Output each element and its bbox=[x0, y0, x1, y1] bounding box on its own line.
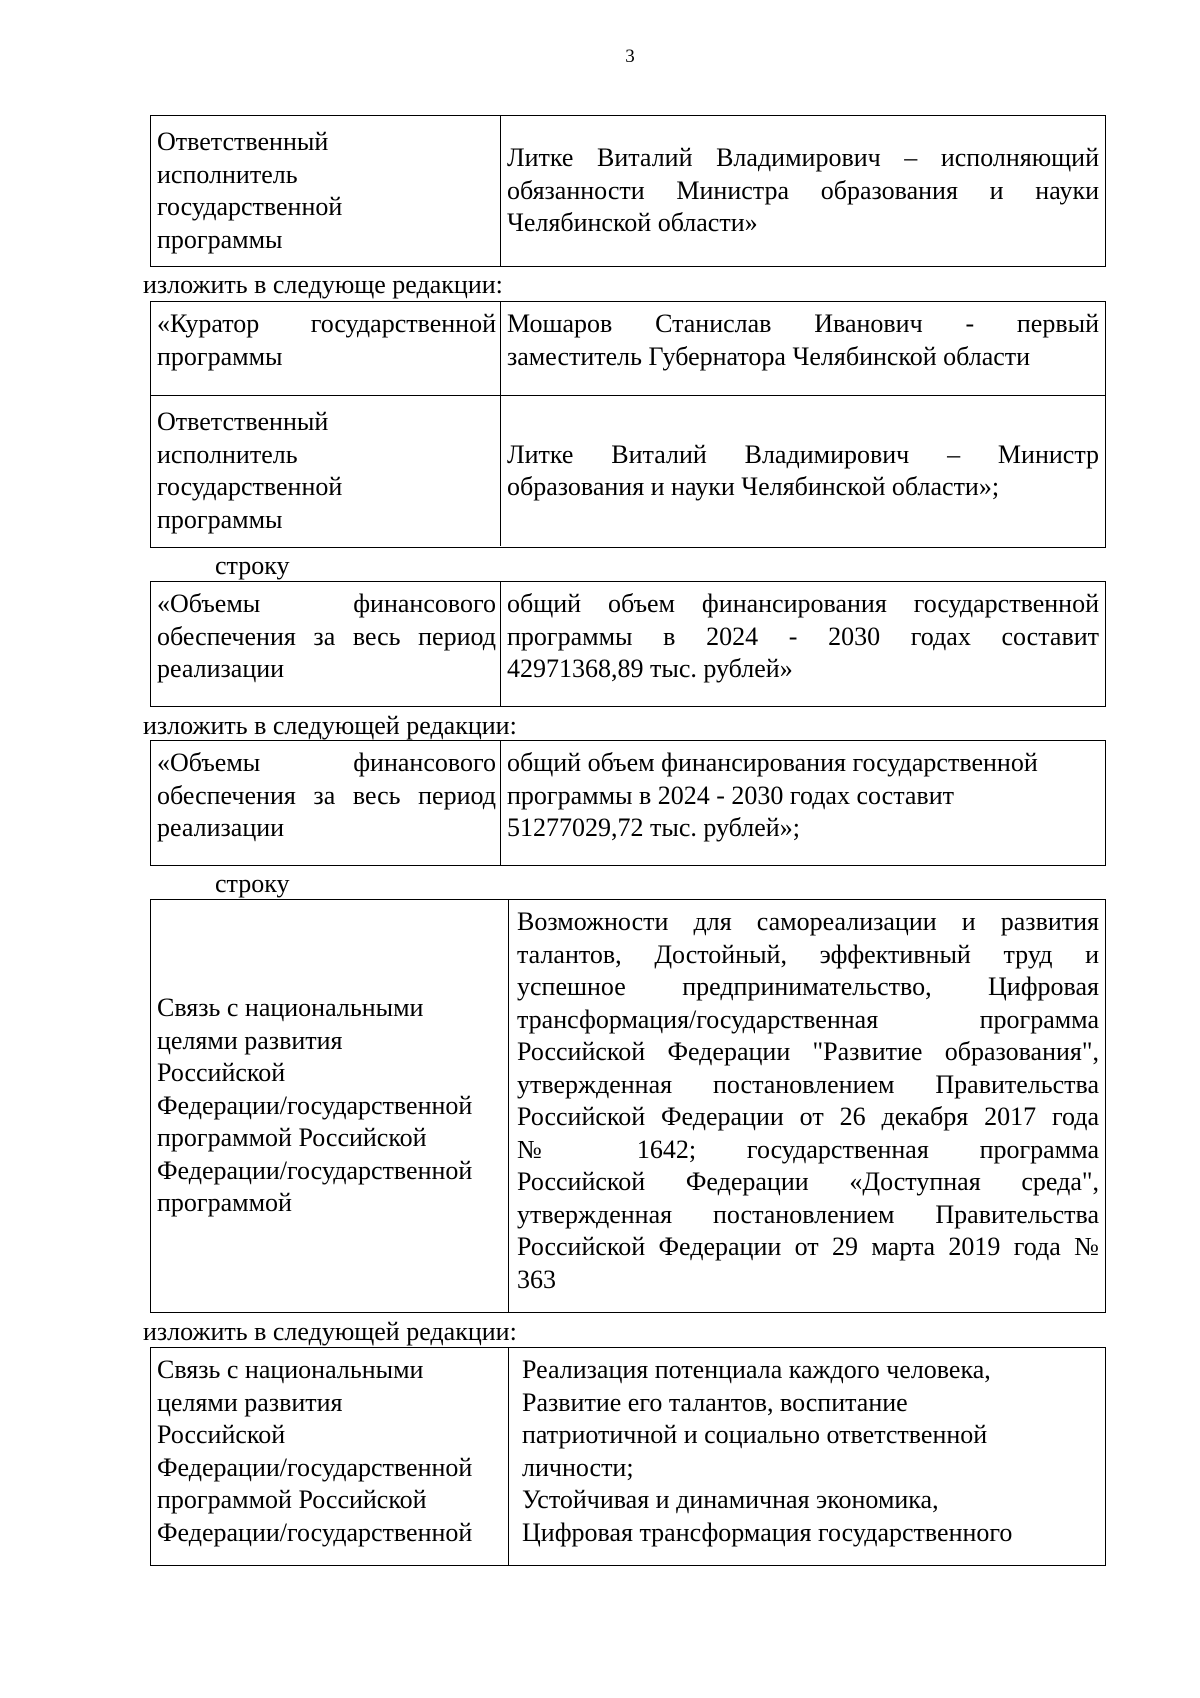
cell-right bbox=[501, 116, 1105, 266]
text-line: общий объем финансирования государственной bbox=[507, 589, 1099, 618]
text-line: целями развития bbox=[157, 1387, 343, 1417]
text-line: программой bbox=[157, 1188, 292, 1218]
text-line: «Объемы финансового bbox=[157, 589, 496, 618]
text-line: реализации bbox=[157, 654, 285, 683]
text-line: Связь с национальными bbox=[157, 993, 424, 1023]
text-line: талантов, Достойный, эффективный труд и bbox=[517, 939, 1099, 969]
cell-left bbox=[151, 741, 501, 865]
text-line: Развитие его талантов, воспитание bbox=[522, 1387, 908, 1417]
text-line: обеспечения за весь период bbox=[157, 780, 496, 810]
table-national-goals-old bbox=[150, 899, 1106, 1313]
text-line: целями развития bbox=[157, 1025, 343, 1055]
text-line: Цифровая трансформация государственного bbox=[522, 1517, 1013, 1547]
text-line: Федерации/государственной bbox=[157, 1155, 473, 1185]
section-label: изложить в следующе редакции: bbox=[143, 270, 503, 299]
text-line: программы bbox=[157, 504, 283, 534]
cell-right bbox=[501, 582, 1105, 706]
table-responsible-executor-old bbox=[150, 115, 1106, 267]
text-line: Реализация потенциала каждого человека, bbox=[522, 1355, 991, 1384]
text-line: 42971368,89 тыс. рублей» bbox=[507, 654, 793, 683]
text-line: личности; bbox=[522, 1452, 634, 1482]
text-line: патриотичной и социально ответственной bbox=[522, 1420, 988, 1449]
text-line: исполнитель bbox=[157, 439, 298, 469]
text-line: «Объемы финансового bbox=[157, 748, 496, 777]
cell-right bbox=[509, 1348, 1105, 1565]
text-line: трансформация/государственная программа bbox=[517, 1004, 1099, 1034]
text-line: Челябинской области» bbox=[507, 208, 758, 238]
text-line: программы в 2024 - 2030 годах составит bbox=[507, 621, 1099, 651]
text-line: Мошаров Станислав Иванович - первый bbox=[507, 309, 1099, 338]
text-line: программой Российской bbox=[157, 1123, 427, 1153]
text-line: Связь с национальными bbox=[157, 1355, 424, 1384]
text-line: Российской Федерации от 26 декабря 2017 года bbox=[517, 1102, 1099, 1131]
text-line: Федерации/государственной bbox=[157, 1090, 473, 1120]
text-line: утвержденная постановлением Правительства bbox=[517, 1199, 1099, 1229]
text-line: Российской bbox=[157, 1058, 286, 1088]
text-line: Федерации/государственной bbox=[157, 1517, 473, 1547]
cell-right bbox=[501, 396, 1105, 546]
section-label: строку bbox=[215, 551, 290, 580]
cell-left bbox=[151, 116, 501, 266]
text-line: Устойчивая и динамичная экономика, bbox=[522, 1485, 939, 1514]
cell-right bbox=[501, 302, 1105, 395]
text-line: обеспечения за весь период bbox=[157, 621, 496, 651]
text-line: Литке Виталий Владимирович – Министр bbox=[507, 439, 1099, 469]
section-label: изложить в следующей редакции: bbox=[143, 1317, 517, 1346]
text-line: Возможности для самореализации и развития bbox=[517, 907, 1099, 936]
text-line: Ответственный bbox=[157, 127, 329, 156]
text-line: «Куратор государственной bbox=[157, 309, 496, 338]
text-line: государственной bbox=[157, 472, 343, 501]
cell-left bbox=[151, 582, 501, 706]
text-line: общий объем финансирования государственной bbox=[507, 748, 1038, 777]
section-label: изложить в следующей редакции: bbox=[143, 711, 517, 740]
text-line: Российской Федерации «Доступная среда", bbox=[517, 1167, 1099, 1196]
text-line: программы bbox=[157, 341, 283, 371]
text-line: программы в 2024 - 2030 годах составит bbox=[507, 780, 954, 810]
table-national-goals-new bbox=[150, 1347, 1106, 1566]
text-line: Литке Виталий Владимирович – исполняющий bbox=[507, 143, 1099, 173]
text-line: реализации bbox=[157, 813, 285, 842]
text-line: Российской Федерации от 29 марта 2019 года № bbox=[517, 1232, 1099, 1261]
text-line: Ответственный bbox=[157, 407, 329, 436]
text-line: утвержденная постановлением Правительства bbox=[517, 1069, 1099, 1099]
text-line: Российской Федерации "Развитие образования", bbox=[517, 1037, 1099, 1066]
cell-left bbox=[151, 1348, 509, 1565]
text-line: обязанности Министра образования и науки bbox=[507, 175, 1099, 205]
cell-right bbox=[501, 741, 1105, 865]
table-funding-new bbox=[150, 740, 1106, 866]
text-line: № 1642; государственная программа bbox=[517, 1134, 1099, 1164]
text-line: 363 bbox=[517, 1264, 556, 1294]
cell-left bbox=[151, 396, 501, 546]
text-line: 51277029,72 тыс. рублей»; bbox=[507, 813, 800, 842]
text-line: заместитель Губернатора Челябинской области bbox=[507, 341, 1031, 371]
text-line: Российской bbox=[157, 1420, 286, 1449]
text-line: успешное предпринимательство, Цифровая bbox=[517, 972, 1099, 1001]
table-curator-executor-new bbox=[150, 301, 1106, 548]
section-label: строку bbox=[215, 869, 290, 898]
cell-left bbox=[151, 302, 501, 395]
text-line: программой Российской bbox=[157, 1485, 427, 1514]
page-number: 3 bbox=[625, 46, 635, 67]
cell-left bbox=[151, 900, 509, 1312]
cell-right bbox=[509, 900, 1105, 1312]
text-line: Федерации/государственной bbox=[157, 1452, 473, 1482]
text-line: исполнитель bbox=[157, 159, 298, 189]
text-line: программы bbox=[157, 224, 283, 254]
text-line: образования и науки Челябинской области»; bbox=[507, 472, 1000, 501]
table-funding-old bbox=[150, 581, 1106, 707]
text-line: государственной bbox=[157, 192, 343, 221]
